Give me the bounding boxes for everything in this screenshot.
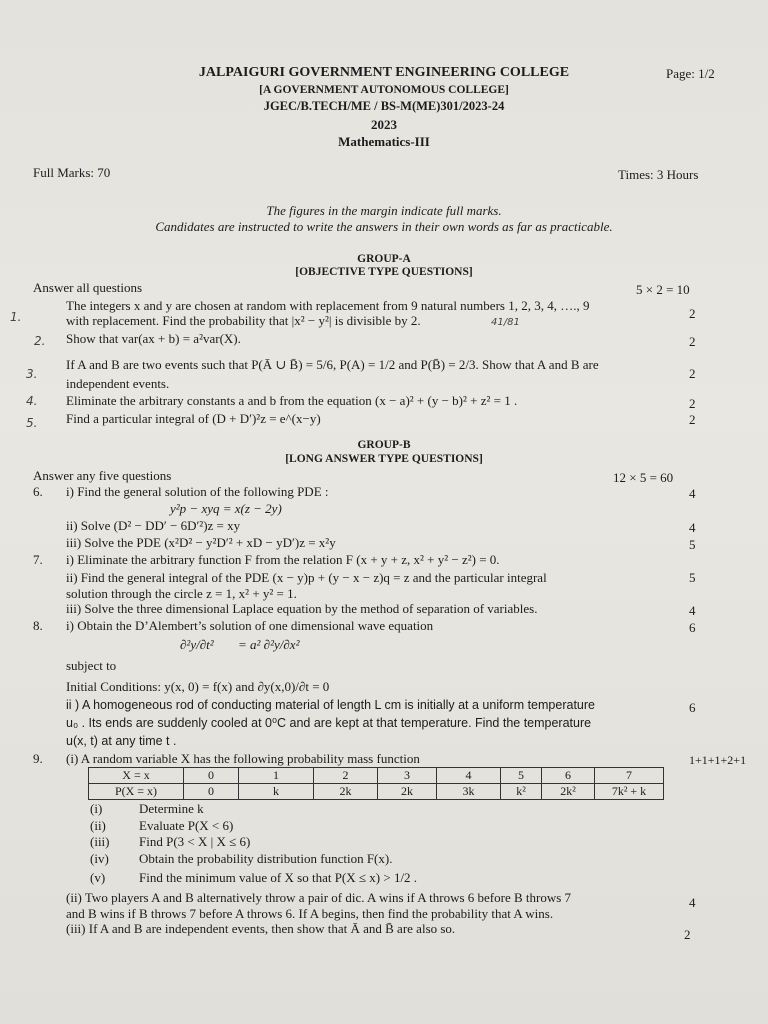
table-cell: X = x (89, 768, 184, 784)
table-cell: 2k (314, 784, 378, 800)
table-cell: 6 (542, 768, 595, 784)
question-text: u₀ . Its ends are suddenly cooled at 0⁰C and are kept at that temperature. Find the temperature (66, 716, 592, 730)
college-status: [A GOVERNMENT AUTONOMOUS COLLEGE] (259, 84, 509, 96)
exam-year: 2023 (371, 117, 397, 132)
question-number: 8. (33, 618, 43, 633)
exam-time: Times: 3 Hours (618, 167, 699, 182)
table-cell: 1 (239, 768, 314, 784)
question-text: u(x, t) at any time t . (66, 734, 177, 748)
question-text: If A and B are two events such that P(Ā ∪ B̄) = 5/6, P(A) = 1/2 and P(B̄) = 2/3. Show that A and B are (66, 357, 599, 372)
question-text: The integers x and y are chosen at random with replacement from 9 natural numbers 1, 2, 3, 4, …., 9 (66, 298, 590, 313)
question-text: with replacement. Find the probability that |x² − y²| is divisible by 2. (66, 313, 421, 328)
subpart-text: Determine k (139, 801, 204, 816)
subpart-number: (iii) (90, 834, 110, 849)
table-cell: 2k² (542, 784, 595, 800)
table-cell: k² (501, 784, 542, 800)
question-number: 5. (26, 416, 38, 430)
question-number: 1. (10, 310, 22, 324)
question-text: Eliminate the arbitrary constants a and b from the equation (x − a)² + (y − b)² + z² = 1 . (66, 393, 518, 408)
table-cell: P(X = x) (89, 784, 184, 800)
table-cell: 2k (378, 784, 437, 800)
subpart-number: (ii) (90, 818, 106, 833)
full-marks: Full Marks: 70 (33, 165, 111, 180)
question-text: (iii) If A and B are independent events, then show that Ā and B̄ are also so. (66, 921, 456, 936)
question-number: 2. (34, 334, 46, 348)
subpart-text: Find the minimum value of X so that P(X ≤ x) > 1/2 . (139, 870, 418, 885)
subject-title: Mathematics-III (338, 134, 430, 149)
question-marks: 2 (689, 396, 696, 411)
equation: y²p − xyq = x(z − 2y) (170, 501, 282, 516)
group-a-instruction: Answer all questions (33, 280, 143, 295)
question-text: solution through the circle z = 1, x² + y² = 1. (66, 586, 297, 601)
subpart-number: (v) (90, 870, 106, 885)
group-a-title: GROUP-A (357, 253, 411, 265)
question-marks: 2 (689, 366, 696, 381)
handwritten-note: 41/81 (491, 317, 520, 328)
question-text: iii) Solve the PDE (x²D² − y²D′² + xD − yD′)z = x²y (66, 535, 336, 550)
question-marks: 2 (689, 412, 696, 427)
question-marks: 4 (689, 486, 696, 501)
table-cell: 3 (378, 768, 437, 784)
table-cell: 4 (437, 768, 501, 784)
question-marks: 2 (689, 334, 696, 349)
question-number: 9. (33, 751, 43, 766)
group-b-instruction: Answer any five questions (33, 468, 172, 483)
table-cell: k (239, 784, 314, 800)
question-text: i) Eliminate the arbitrary function F from the relation F (x + y + z, x² + y² − z²) = 0. (66, 552, 500, 567)
pmf-table (88, 767, 664, 800)
question-marks: 4 (689, 520, 696, 535)
question-text: (i) A random variable X has the following probability mass function (66, 751, 420, 766)
instruction-note: Candidates are instructed to write the answers in their own words as far as practicable. (155, 219, 613, 234)
question-text: i) Obtain the D’Alembert’s solution of one dimensional wave equation (66, 618, 434, 633)
group-a-subtitle: [OBJECTIVE TYPE QUESTIONS] (295, 266, 473, 278)
question-text: and B wins if B throws 7 before A throws 6. If A begins, then find the probability that A wins. (66, 906, 554, 921)
subpart-number: (i) (90, 801, 103, 816)
question-text: i) Find the general solution of the following PDE : (66, 484, 329, 499)
college-name: JALPAIGURI GOVERNMENT ENGINEERING COLLEGE (198, 65, 570, 80)
subpart-text: Evaluate P(X < 6) (139, 818, 234, 833)
table-row (89, 784, 664, 800)
group-a-marks: 5 × 2 = 10 (636, 282, 690, 297)
question-number: 7. (33, 552, 43, 567)
question-marks: 4 (689, 895, 696, 910)
question-text: Show that var(ax + b) = a²var(X). (66, 331, 241, 346)
paper-code: JGEC/B.TECH/ME / BS-M(ME)301/2023-24 (263, 99, 505, 113)
table-cell: 0 (184, 768, 239, 784)
table-cell: 5 (501, 768, 542, 784)
wave-equation-rhs: = a² ∂²y/∂x² (238, 637, 300, 652)
subpart-number: (iv) (90, 851, 109, 866)
question-text: Initial Conditions: y(x, 0) = f(x) and ∂y(x,0)/∂t = 0 (66, 679, 330, 694)
question-marks: 4 (689, 603, 696, 618)
question-number: 3. (26, 367, 38, 381)
question-marks: 6 (689, 620, 696, 635)
question-text: ii ) A homogeneous rod of conducting material of length L cm is initially at a uniform temperature (66, 698, 595, 712)
question-marks: 5 (689, 537, 696, 552)
table-cell: 2 (314, 768, 378, 784)
group-b-subtitle: [LONG ANSWER TYPE QUESTIONS] (285, 453, 483, 465)
table-cell: 7 (595, 768, 664, 784)
question-number: 6. (33, 484, 43, 499)
wave-equation-lhs: ∂²y/∂t² (180, 637, 214, 652)
subpart-text: Obtain the probability distribution function F(x). (139, 851, 393, 866)
subpart-text: Find P(3 < X | X ≤ 6) (139, 834, 251, 849)
page-number: Page: 1/2 (666, 66, 715, 81)
group-b-title: GROUP-B (357, 439, 411, 451)
question-marks: 2 (689, 306, 696, 321)
table-cell: 3k (437, 784, 501, 800)
question-text: ii) Find the general integral of the PDE (x − y)p + (y − x − z)q = z and the particular integral (66, 570, 547, 585)
question-marks: 6 (689, 700, 696, 715)
question-text: Find a particular integral of (D + D′)²z = e^(x−y) (66, 411, 321, 426)
table-cell: 0 (184, 784, 239, 800)
question-text: iii) Solve the three dimensional Laplace equation by the method of separation of variables. (66, 601, 538, 616)
question-number: 4. (26, 394, 38, 408)
group-b-marks: 12 × 5 = 60 (613, 470, 674, 485)
question-marks: 5 (689, 570, 696, 585)
table-cell: 7k² + k (595, 784, 664, 800)
question-text: subject to (66, 658, 117, 673)
question-marks: 2 (684, 927, 691, 942)
question-text: independent events. (66, 376, 170, 391)
question-marks: 1+1+1+2+1 (689, 753, 747, 767)
margin-note: The figures in the margin indicate full marks. (266, 203, 502, 218)
table-row (89, 768, 664, 784)
question-text: ii) Solve (D² − DD′ − 6D′²)z = xy (66, 518, 241, 533)
question-text: (ii) Two players A and B alternatively throw a pair of dic. A wins if A throws 6 before B throws 7 (66, 890, 572, 905)
